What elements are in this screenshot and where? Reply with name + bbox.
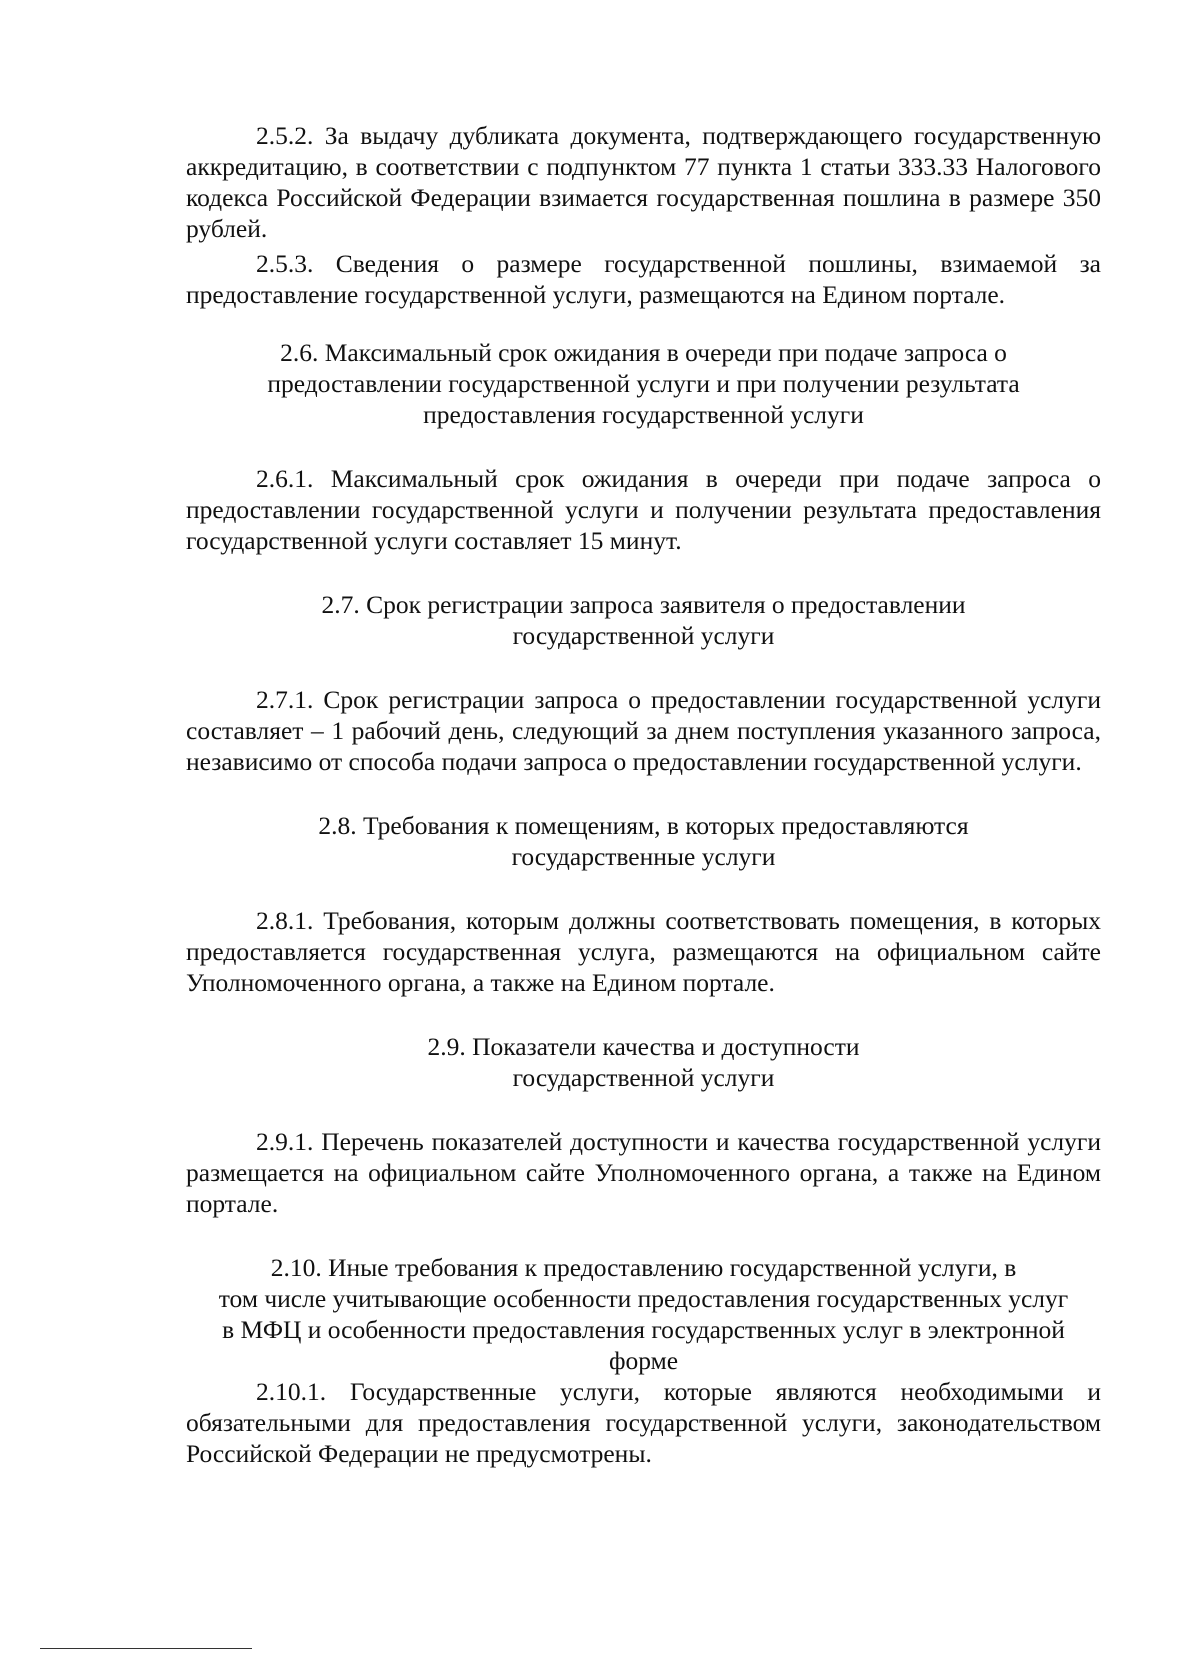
paragraph-2-7-1: 2.7.1. Срок регистрации запроса о предоставлении государственной услуги составляет – 1 рабочий день, следующий за днем поступления указанного запроса, независимо от способа подачи запроса о предоставлении государственной услуги. [186,685,1101,776]
paragraph-2-8-1: 2.8.1. Требования, которым должны соответствовать помещения, в которых предоставляется государственная услуга, размещаются на официальном сайте Уполномоченного органа, а также на Едином портале. [186,906,1101,997]
heading-2-7-line-1: 2.7. Срок регистрации запроса заявителя о предоставлении [321,590,966,619]
heading-2-8 [186,810,1101,872]
heading-2-10-line-2: том числе учитывающие особенности предоставления государственных услуг [218,1284,1069,1313]
paragraph-2-5-3: 2.5.3. Сведения о размере государственной пошлины, взимаемой за предоставление государственной услуги, размещаются на Едином портале. [186,249,1101,309]
heading-2-10 [186,1252,1101,1376]
paragraph-2-5-2: 2.5.2. За выдачу дубликата документа, подтверждающего государственную аккредитацию, в соответствии с подпунктом 77 пункта 1 статьи 333.33 Налогового кодекса Российской Федерации взимается государственная пошлина в размере 350 рублей. [186,121,1101,243]
heading-2-6-line-3: предоставления государственной услуги [423,400,864,429]
heading-2-10-line-4: форме [608,1346,679,1375]
heading-2-10-line-3: в МФЦ и особенности предоставления государственных услуг в электронной [222,1315,1065,1344]
document-body [186,120,1101,1469]
heading-2-7-line-2: государственной услуги [512,621,775,650]
heading-2-9-line-2: государственной услуги [512,1063,775,1092]
heading-2-9 [186,1031,1101,1093]
heading-2-6-line-2: предоставлении государственной услуги и при получении результата [267,369,1020,398]
heading-2-8-line-1: 2.8. Требования к помещениям, в которых предоставляются [318,811,969,840]
heading-2-7 [186,589,1101,651]
paragraph-2-6-1: 2.6.1. Максимальный срок ожидания в очереди при подаче запроса о предоставлении государственной услуги и получении результата предоставления государственной услуги составляет 15 минут. [186,464,1101,555]
heading-2-10-line-1: 2.10. Иные требования к предоставлению государственной услуги, в [270,1253,1017,1282]
paragraph-2-10-1: 2.10.1. Государственные услуги, которые являются необходимыми и обязательными для предоставления государственной услуги, законодательством Российской Федерации не предусмотрены. [186,1377,1101,1468]
heading-2-9-line-1: 2.9. Показатели качества и доступности [427,1032,860,1061]
footnote-divider [40,1648,252,1649]
paragraph-2-9-1: 2.9.1. Перечень показателей доступности и качества государственной услуги размещается на официальном сайте Уполномоченного органа, а также на Едином портале. [186,1127,1101,1218]
heading-2-6-line-1: 2.6. Максимальный срок ожидания в очереди при подаче запроса о [280,338,1007,367]
heading-2-6 [186,337,1101,430]
heading-2-8-line-2: государственные услуги [511,842,776,871]
